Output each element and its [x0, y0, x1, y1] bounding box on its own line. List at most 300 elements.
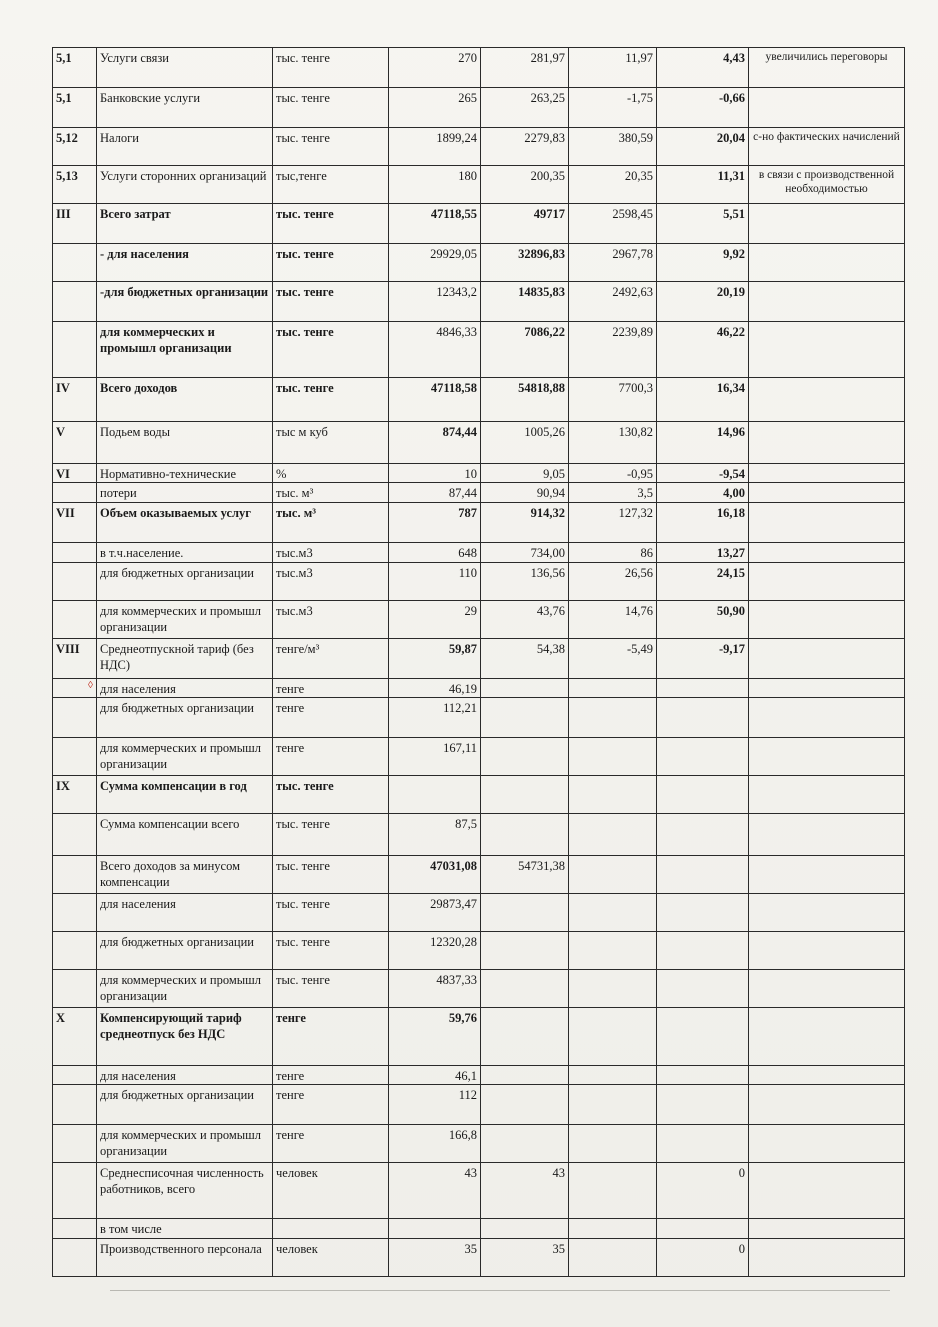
- value-plan: 29: [389, 601, 481, 639]
- row-label: для коммерческих и промышл организации: [97, 1125, 273, 1163]
- value-actual: 14835,83: [481, 282, 569, 322]
- row-code: X: [53, 1008, 97, 1066]
- value-actual: 136,56: [481, 563, 569, 601]
- value-deviation: [569, 856, 657, 894]
- row-note: [749, 464, 905, 483]
- value-deviation: 2967,78: [569, 244, 657, 282]
- value-deviation: 26,56: [569, 563, 657, 601]
- table-row: [53, 128, 905, 166]
- row-label: для бюджетных организации: [97, 698, 273, 738]
- value-actual: [481, 814, 569, 856]
- row-note: [749, 378, 905, 422]
- value-deviation: 380,59: [569, 128, 657, 166]
- row-note: [749, 88, 905, 128]
- value-actual: [481, 932, 569, 970]
- value-percent: -0,66: [657, 88, 749, 128]
- value-deviation: [569, 1125, 657, 1163]
- row-label: в том числе: [97, 1219, 273, 1239]
- row-code: V: [53, 422, 97, 464]
- row-unit: тыс. тенге: [273, 282, 389, 322]
- value-percent: [657, 856, 749, 894]
- value-deviation: [569, 679, 657, 698]
- row-note: [749, 1008, 905, 1066]
- value-percent: [657, 814, 749, 856]
- row-label: потери: [97, 483, 273, 503]
- row-note: [749, 1219, 905, 1239]
- row-unit: [273, 1219, 389, 1239]
- value-deviation: [569, 1008, 657, 1066]
- row-unit: человек: [273, 1239, 389, 1277]
- row-note: увеличились переговоры: [749, 48, 905, 88]
- value-percent: 11,31: [657, 166, 749, 204]
- value-actual: [481, 738, 569, 776]
- row-code: VIII: [53, 639, 97, 679]
- value-plan: 110: [389, 563, 481, 601]
- value-deviation: [569, 894, 657, 932]
- row-label: Всего доходов за минусом компенсации: [97, 856, 273, 894]
- value-plan: 265: [389, 88, 481, 128]
- value-deviation: 127,32: [569, 503, 657, 543]
- row-code: 5,13: [53, 166, 97, 204]
- table-row: [53, 378, 905, 422]
- table-row: [53, 776, 905, 814]
- row-label: для бюджетных организации: [97, 563, 273, 601]
- value-actual: [481, 1219, 569, 1239]
- row-label: для коммерческих и промышл организации: [97, 601, 273, 639]
- row-label: - для населения: [97, 244, 273, 282]
- value-plan: 43: [389, 1163, 481, 1219]
- value-deviation: [569, 932, 657, 970]
- row-label: Подьем воды: [97, 422, 273, 464]
- value-deviation: [569, 776, 657, 814]
- row-note: [749, 814, 905, 856]
- value-deviation: [569, 1219, 657, 1239]
- row-label: Среднеотпускной тариф (без НДС): [97, 639, 273, 679]
- value-actual: 281,97: [481, 48, 569, 88]
- row-note: [749, 894, 905, 932]
- table-row: [53, 1008, 905, 1066]
- value-percent: 5,51: [657, 204, 749, 244]
- table-row: [53, 483, 905, 503]
- value-percent: [657, 698, 749, 738]
- table-body: [53, 48, 905, 1277]
- row-note: [749, 679, 905, 698]
- table-row: [53, 932, 905, 970]
- row-note: [749, 970, 905, 1008]
- value-percent: 4,00: [657, 483, 749, 503]
- row-unit: человек: [273, 1163, 389, 1219]
- value-actual: 35: [481, 1239, 569, 1277]
- value-deviation: 7700,3: [569, 378, 657, 422]
- value-actual: 263,25: [481, 88, 569, 128]
- value-percent: 16,34: [657, 378, 749, 422]
- row-note: [749, 1085, 905, 1125]
- check-mark-icon: ◊: [88, 680, 93, 691]
- value-plan: 59,87: [389, 639, 481, 679]
- value-plan: 35: [389, 1239, 481, 1277]
- value-deviation: [569, 814, 657, 856]
- table-row: [53, 1163, 905, 1219]
- row-note: в связи с производственной необходимостью: [749, 166, 905, 204]
- value-plan: 167,11: [389, 738, 481, 776]
- table-row: [53, 88, 905, 128]
- value-percent: 13,27: [657, 543, 749, 563]
- value-plan: 166,8: [389, 1125, 481, 1163]
- value-actual: 2279,83: [481, 128, 569, 166]
- row-code: IX: [53, 776, 97, 814]
- table-row: [53, 698, 905, 738]
- value-plan: 47031,08: [389, 856, 481, 894]
- row-label: для бюджетных организации: [97, 932, 273, 970]
- table-row: [53, 894, 905, 932]
- table-row: [53, 970, 905, 1008]
- value-plan: 10: [389, 464, 481, 483]
- value-plan: 12320,28: [389, 932, 481, 970]
- row-note: [749, 601, 905, 639]
- row-note: [749, 204, 905, 244]
- row-note: [749, 639, 905, 679]
- value-actual: 43: [481, 1163, 569, 1219]
- value-actual: 914,32: [481, 503, 569, 543]
- row-unit: тыс. м³: [273, 503, 389, 543]
- table-row: [53, 322, 905, 378]
- value-plan: 112,21: [389, 698, 481, 738]
- value-plan: 29873,47: [389, 894, 481, 932]
- row-label: для населения: [97, 679, 273, 698]
- row-unit: тыс. тенге: [273, 88, 389, 128]
- value-plan: 59,76: [389, 1008, 481, 1066]
- table-row: [53, 738, 905, 776]
- value-actual: [481, 679, 569, 698]
- row-label: Услуги связи: [97, 48, 273, 88]
- row-label: Всего затрат: [97, 204, 273, 244]
- table-row: [53, 1239, 905, 1277]
- row-label: Сумма компенсации в год: [97, 776, 273, 814]
- value-percent: 9,92: [657, 244, 749, 282]
- value-actual: 54818,88: [481, 378, 569, 422]
- value-plan: 29929,05: [389, 244, 481, 282]
- value-actual: 1005,26: [481, 422, 569, 464]
- scan-edge-line: [110, 1290, 890, 1291]
- row-note: [749, 244, 905, 282]
- row-code: [53, 970, 97, 1008]
- value-deviation: -1,75: [569, 88, 657, 128]
- table-row: [53, 543, 905, 563]
- row-label: Налоги: [97, 128, 273, 166]
- row-label: Производственного персонала: [97, 1239, 273, 1277]
- row-unit: тенге: [273, 1008, 389, 1066]
- value-plan: 47118,55: [389, 204, 481, 244]
- value-plan: 46,1: [389, 1066, 481, 1085]
- row-label: Нормативно-технические: [97, 464, 273, 483]
- value-plan: 87,44: [389, 483, 481, 503]
- row-code: [53, 1219, 97, 1239]
- value-plan: 4846,33: [389, 322, 481, 378]
- row-unit: тыс. тенге: [273, 128, 389, 166]
- table-row: [53, 503, 905, 543]
- value-actual: [481, 776, 569, 814]
- row-code: [53, 814, 97, 856]
- value-percent: 0: [657, 1163, 749, 1219]
- value-plan: [389, 1219, 481, 1239]
- value-actual: [481, 970, 569, 1008]
- row-note: [749, 698, 905, 738]
- value-percent: 0: [657, 1239, 749, 1277]
- row-code: VII: [53, 503, 97, 543]
- row-unit: тыс. тенге: [273, 776, 389, 814]
- value-percent: -9,54: [657, 464, 749, 483]
- row-unit: тыс. тенге: [273, 48, 389, 88]
- row-code: [53, 322, 97, 378]
- value-percent: [657, 1219, 749, 1239]
- value-percent: [657, 1125, 749, 1163]
- value-actual: 54,38: [481, 639, 569, 679]
- row-note: [749, 1066, 905, 1085]
- row-note: [749, 1125, 905, 1163]
- row-label: для коммерческих и промышл организации: [97, 322, 273, 378]
- row-label: для коммерческих и промышл организации: [97, 970, 273, 1008]
- value-actual: 49717: [481, 204, 569, 244]
- value-deviation: 130,82: [569, 422, 657, 464]
- row-label: Всего доходов: [97, 378, 273, 422]
- value-deviation: [569, 738, 657, 776]
- table-row: [53, 1085, 905, 1125]
- row-code: [53, 932, 97, 970]
- value-percent: [657, 679, 749, 698]
- value-percent: 50,90: [657, 601, 749, 639]
- row-unit: тыс. тенге: [273, 856, 389, 894]
- row-code: [53, 738, 97, 776]
- row-code: [53, 1066, 97, 1085]
- value-plan: 787: [389, 503, 481, 543]
- row-note: [749, 563, 905, 601]
- value-percent: 14,96: [657, 422, 749, 464]
- row-code: [53, 1125, 97, 1163]
- row-unit: тыс.м3: [273, 601, 389, 639]
- row-code: VI: [53, 464, 97, 483]
- row-unit: тыс. тенге: [273, 322, 389, 378]
- row-label: для бюджетных организации: [97, 1085, 273, 1125]
- value-percent: [657, 932, 749, 970]
- row-label: Банковские услуги: [97, 88, 273, 128]
- value-percent: 24,15: [657, 563, 749, 601]
- table-row: [53, 856, 905, 894]
- table-row: [53, 563, 905, 601]
- row-note: [749, 776, 905, 814]
- value-deviation: -0,95: [569, 464, 657, 483]
- row-note: [749, 503, 905, 543]
- row-code: [53, 856, 97, 894]
- value-plan: 112: [389, 1085, 481, 1125]
- row-code: 5,1: [53, 48, 97, 88]
- value-deviation: 2598,45: [569, 204, 657, 244]
- value-plan: 87,5: [389, 814, 481, 856]
- table-row: [53, 204, 905, 244]
- value-deviation: 86: [569, 543, 657, 563]
- value-percent: [657, 738, 749, 776]
- value-percent: 20,04: [657, 128, 749, 166]
- value-actual: 7086,22: [481, 322, 569, 378]
- row-label: -для бюджетных организации: [97, 282, 273, 322]
- value-actual: 32896,83: [481, 244, 569, 282]
- value-deviation: [569, 1085, 657, 1125]
- value-percent: [657, 970, 749, 1008]
- row-label: Сумма компенсации всего: [97, 814, 273, 856]
- row-label: Среднесписочная численность работников, всего: [97, 1163, 273, 1219]
- value-deviation: 11,97: [569, 48, 657, 88]
- value-actual: [481, 1066, 569, 1085]
- row-code: [53, 244, 97, 282]
- table-row: [53, 422, 905, 464]
- row-unit: тенге: [273, 1085, 389, 1125]
- value-actual: 734,00: [481, 543, 569, 563]
- row-unit: %: [273, 464, 389, 483]
- value-actual: [481, 1085, 569, 1125]
- table-row: [53, 464, 905, 483]
- row-label: Услуги сторонних организаций: [97, 166, 273, 204]
- value-actual: 43,76: [481, 601, 569, 639]
- row-note: [749, 1163, 905, 1219]
- row-code: [53, 894, 97, 932]
- value-plan: 1899,24: [389, 128, 481, 166]
- row-code: [53, 601, 97, 639]
- row-unit: тыс. тенге: [273, 814, 389, 856]
- value-percent: 20,19: [657, 282, 749, 322]
- value-plan: 648: [389, 543, 481, 563]
- row-unit: тыс. тенге: [273, 970, 389, 1008]
- value-percent: [657, 776, 749, 814]
- table-row: [53, 166, 905, 204]
- row-code: [53, 543, 97, 563]
- value-plan: 180: [389, 166, 481, 204]
- row-note: [749, 483, 905, 503]
- row-code: [53, 1163, 97, 1219]
- row-code: IV: [53, 378, 97, 422]
- row-unit: тыс.м3: [273, 563, 389, 601]
- value-actual: [481, 894, 569, 932]
- value-plan: 46,19: [389, 679, 481, 698]
- value-deviation: [569, 698, 657, 738]
- value-percent: [657, 1085, 749, 1125]
- value-deviation: 14,76: [569, 601, 657, 639]
- row-note: [749, 422, 905, 464]
- value-percent: -9,17: [657, 639, 749, 679]
- table-row: [53, 48, 905, 88]
- row-unit: тенге/м³: [273, 639, 389, 679]
- row-label: Объем оказываемых услуг: [97, 503, 273, 543]
- value-plan: 4837,33: [389, 970, 481, 1008]
- value-deviation: 2239,89: [569, 322, 657, 378]
- row-unit: тыс. тенге: [273, 204, 389, 244]
- value-plan: 270: [389, 48, 481, 88]
- table-row: [53, 282, 905, 322]
- row-unit: тенге: [273, 738, 389, 776]
- value-percent: [657, 1066, 749, 1085]
- row-unit: тыс. м³: [273, 483, 389, 503]
- value-actual: [481, 698, 569, 738]
- financial-indicators-table: [52, 47, 905, 1277]
- value-deviation: 3,5: [569, 483, 657, 503]
- table-row: [53, 1219, 905, 1239]
- value-actual: [481, 1008, 569, 1066]
- value-actual: 90,94: [481, 483, 569, 503]
- table-row: [53, 244, 905, 282]
- row-unit: тыс м куб: [273, 422, 389, 464]
- row-code: [53, 1085, 97, 1125]
- row-note: [749, 322, 905, 378]
- row-unit: тенге: [273, 698, 389, 738]
- row-code: [53, 563, 97, 601]
- value-actual: 54731,38: [481, 856, 569, 894]
- row-note: [749, 543, 905, 563]
- table-row: [53, 1125, 905, 1163]
- row-label: для коммерческих и промышл организации: [97, 738, 273, 776]
- row-unit: тенге: [273, 679, 389, 698]
- value-deviation: [569, 1066, 657, 1085]
- row-label: в т.ч.население.: [97, 543, 273, 563]
- value-deviation: 2492,63: [569, 282, 657, 322]
- value-actual: [481, 1125, 569, 1163]
- row-unit: тыс. тенге: [273, 244, 389, 282]
- value-plan: 874,44: [389, 422, 481, 464]
- row-code: 5,1: [53, 88, 97, 128]
- row-code: III: [53, 204, 97, 244]
- value-actual: 9,05: [481, 464, 569, 483]
- row-unit: тенге: [273, 1125, 389, 1163]
- value-deviation: [569, 970, 657, 1008]
- row-note: [749, 738, 905, 776]
- value-plan: 12343,2: [389, 282, 481, 322]
- value-deviation: -5,49: [569, 639, 657, 679]
- row-note: [749, 282, 905, 322]
- row-unit: тыс. тенге: [273, 894, 389, 932]
- row-code: [53, 282, 97, 322]
- row-note: [749, 856, 905, 894]
- row-label: Компенсирующий тариф среднеотпуск без НДС: [97, 1008, 273, 1066]
- value-deviation: [569, 1239, 657, 1277]
- row-unit: тыс. тенге: [273, 378, 389, 422]
- value-percent: 4,43: [657, 48, 749, 88]
- row-note: [749, 1239, 905, 1277]
- row-unit: тыс.м3: [273, 543, 389, 563]
- row-code: [53, 698, 97, 738]
- row-label: для населения: [97, 1066, 273, 1085]
- table-row: [53, 679, 905, 698]
- row-note: с-но фактических начислений: [749, 128, 905, 166]
- value-plan: 47118,58: [389, 378, 481, 422]
- row-code: [53, 483, 97, 503]
- value-deviation: 20,35: [569, 166, 657, 204]
- row-code: [53, 1239, 97, 1277]
- row-unit: тенге: [273, 1066, 389, 1085]
- table-row: [53, 1066, 905, 1085]
- row-note: [749, 932, 905, 970]
- value-deviation: [569, 1163, 657, 1219]
- table-row: [53, 639, 905, 679]
- table-row: [53, 601, 905, 639]
- value-percent: [657, 894, 749, 932]
- row-unit: тыс,тенге: [273, 166, 389, 204]
- value-plan: [389, 776, 481, 814]
- row-unit: тыс. тенге: [273, 932, 389, 970]
- value-percent: 16,18: [657, 503, 749, 543]
- value-percent: [657, 1008, 749, 1066]
- row-label: для населения: [97, 894, 273, 932]
- table-row: [53, 814, 905, 856]
- value-percent: 46,22: [657, 322, 749, 378]
- value-actual: 200,35: [481, 166, 569, 204]
- row-code: 5,12: [53, 128, 97, 166]
